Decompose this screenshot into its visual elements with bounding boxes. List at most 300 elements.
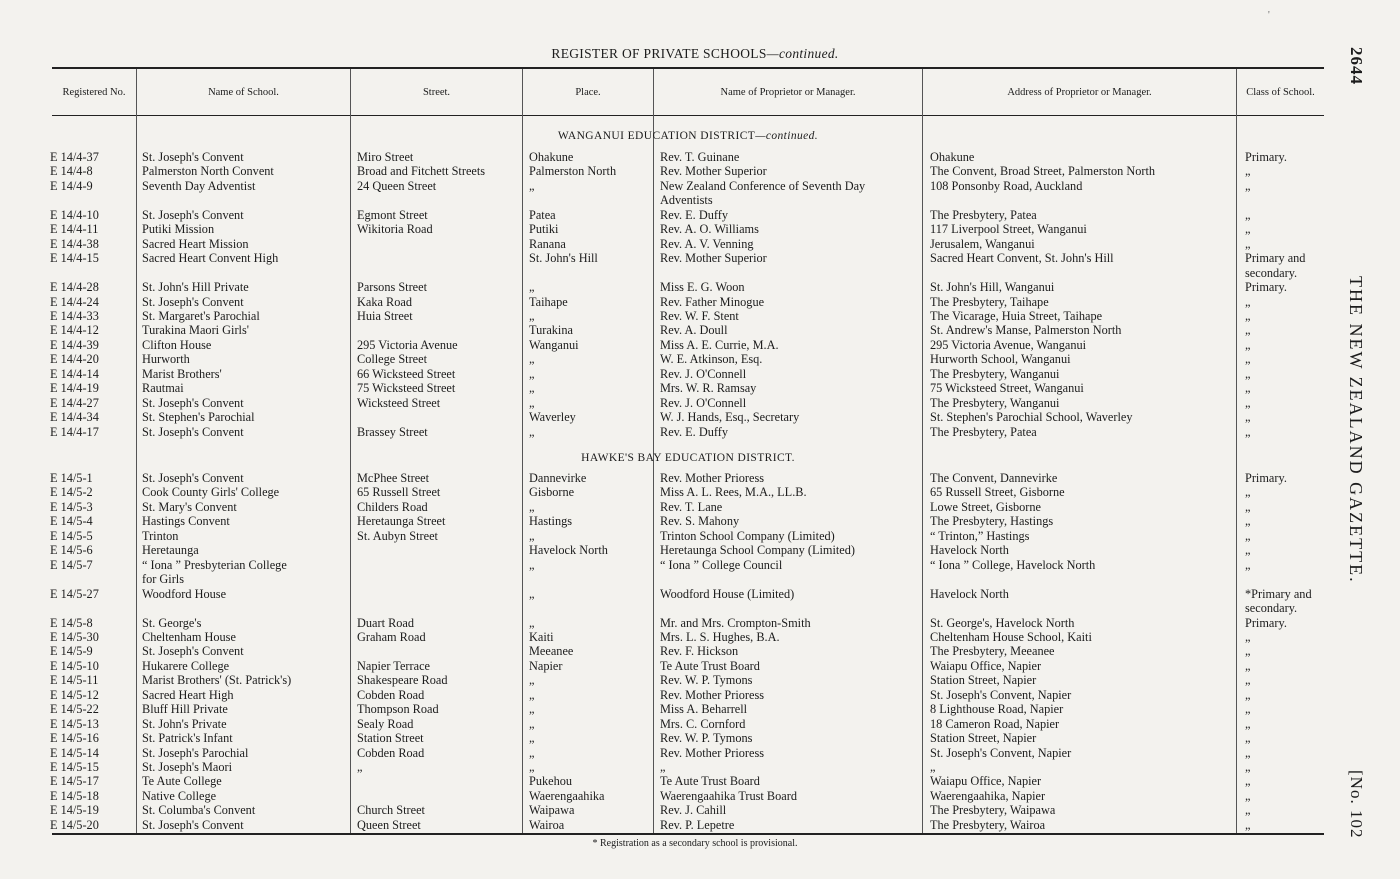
school-name-cell: Clifton House [142,337,212,352]
school-name-cell: Marist Brothers' (St. Patrick's) [142,673,292,688]
table-row [0,558,1330,572]
school-name-cell: Putiki Mission [142,222,215,237]
street-cell: Church Street [357,803,425,818]
table-row [0,673,1330,687]
registered-no-cell: E 14/5-9 [50,644,93,659]
school-name-cell: Turakina Maori Girls' [142,323,249,338]
registered-no-cell: E 14/4-17 [50,424,99,439]
registered-no-cell: E 14/4-34 [50,410,99,425]
registered-no-cell: E 14/5-4 [50,514,93,529]
registered-no-cell: E 14/4-9 [50,178,93,193]
class-cell: secondary. [1245,265,1298,280]
proprietor-cell: Mr. and Mrs. Crompton-Smith [660,615,811,630]
class-cell: „ [1245,236,1251,251]
place-cell: „ [529,366,535,381]
district-name: WANGANUI EDUCATION DISTRICT [557,130,756,142]
school-name-cell: “ Iona ” Presbyterian College [142,557,287,572]
table-row [0,338,1330,352]
place-cell: „ [529,615,535,630]
address-cell: Waerengaahika, Napier [930,788,1046,803]
class-cell: „ [1245,644,1251,659]
table-row [0,251,1330,265]
class-cell: „ [1245,381,1251,396]
place-cell: „ [529,528,535,543]
place-cell: Dannevirke [529,471,587,485]
school-name-cell: St. Joseph's Convent [142,817,244,832]
proprietor-cell: Rev. E. Duffy [660,207,728,222]
school-name-cell: St. Joseph's Convent [142,644,244,659]
school-name-cell: Sacred Heart Mission [142,236,249,251]
registered-no-cell: E 14/5-11 [50,673,99,688]
address-cell: Cheltenham House School, Kaiti [930,629,1092,644]
street-cell: Station Street [357,731,424,746]
registered-no-cell: E 14/4-10 [50,207,99,222]
registered-no-cell: E 14/5-10 [50,658,99,673]
address-cell: Station Street, Napier [930,673,1037,688]
registered-no-cell: E 14/5-18 [50,788,99,803]
registered-no-cell: E 14/5-16 [50,731,99,746]
class-cell: „ [1245,323,1251,338]
proprietor-cell: Miss A. E. Currie, M.A. [660,337,779,352]
school-name-cell: for Girls [142,572,185,587]
class-cell: „ [1245,485,1251,500]
proprietor-cell: Mrs. L. S. Hughes, B.A. [660,629,780,644]
street-cell: Wicksteed Street [357,395,441,410]
place-cell: „ [529,760,535,774]
registered-no-cell: E 14/5-19 [50,803,99,818]
table-row [0,789,1330,803]
page-title [0,46,1390,62]
header-street: Street. [422,86,451,98]
proprietor-cell: “ Iona ” College Council [660,557,783,572]
place-cell: „ [529,381,535,396]
proprietor-cell: Rev. Father Minogue [660,294,765,309]
place-cell: Putiki [529,222,559,237]
class-cell: Primary. [1245,150,1287,164]
place-cell: „ [529,424,535,439]
place-cell: Havelock North [529,543,608,558]
street-cell: McPhee Street [357,471,430,485]
registered-no-cell: E 14/5-17 [50,774,99,789]
table-row [0,774,1330,788]
place-cell: „ [529,557,535,572]
proprietor-cell: New Zealand Conference of Seventh Day [660,178,866,193]
street-cell: 65 Russell Street [357,485,441,500]
address-cell: The Presbytery, Taihape [930,294,1049,309]
class-cell: „ [1245,673,1251,688]
table-row [0,410,1330,424]
registered-no-cell: E 14/5-1 [50,471,93,485]
street-cell: Cobden Road [357,745,425,760]
address-cell: St. Stephen's Parochial School, Waverley [930,410,1133,425]
class-cell: „ [1245,395,1251,410]
street-cell: 24 Queen Street [357,178,437,193]
class-cell: „ [1245,702,1251,717]
proprietor-cell: Rev. E. Duffy [660,424,728,439]
place-cell: Pukehou [529,774,573,789]
table-row [0,280,1330,294]
table-row [0,760,1330,774]
side-issue-number: [No. 102 [1347,770,1366,839]
street-cell: Cobden Road [357,687,425,702]
table-row [0,164,1330,178]
street-cell: Graham Road [357,629,426,644]
class-cell: „ [1245,557,1251,572]
table-row [0,295,1330,309]
class-cell: „ [1245,366,1251,381]
header-class: Class of School. [1246,86,1315,98]
class-cell: „ [1245,294,1251,309]
street-cell: 295 Victoria Avenue [357,337,458,352]
street-cell: 66 Wicksteed Street [357,366,456,381]
proprietor-cell: Heretaunga School Company (Limited) [660,543,855,558]
place-cell: „ [529,352,535,367]
address-cell: „ [930,760,936,774]
address-cell: Waiapu Office, Napier [930,774,1042,789]
registered-no-cell: E 14/5-14 [50,745,99,760]
street-cell: Queen Street [357,817,421,832]
address-cell: “ Iona ” College, Havelock North [930,557,1096,572]
proprietor-cell: Rev. T. Guinane [660,150,740,164]
school-name-cell: St. Joseph's Convent [142,395,244,410]
address-cell: 65 Russell Street, Gisborne [930,485,1065,500]
street-cell: Shakespeare Road [357,673,448,688]
proprietor-cell: Rev. W. P. Tymons [660,673,753,688]
table-row [0,485,1330,499]
school-name-cell: Cook County Girls' College [142,485,280,500]
address-cell: “ Trinton,” Hastings [930,528,1030,543]
table-row [0,818,1330,832]
registered-no-cell: E 14/4-27 [50,395,99,410]
table-row [0,572,1330,586]
registered-no-cell: E 14/4-37 [50,150,99,164]
place-cell: Hastings [529,514,573,529]
table-row [0,688,1330,702]
address-cell: 117 Liverpool Street, Wanganui [930,222,1087,237]
registered-no-cell: E 14/5-22 [50,702,99,717]
place-cell: „ [529,702,535,717]
registered-no-cell: E 14/5-27 [50,586,99,601]
proprietor-cell: Rev. S. Mahony [660,514,740,529]
address-cell: St. Andrew's Manse, Palmerston North [930,323,1122,338]
address-cell: The Presbytery, Hastings [930,514,1054,529]
school-name-cell: Native College [142,788,217,803]
school-name-cell: Hastings Convent [142,514,230,529]
class-cell: „ [1245,308,1251,323]
registered-no-cell: E 14/5-8 [50,615,93,630]
header-school-name: Name of School. [208,86,279,98]
class-cell: „ [1245,817,1251,832]
place-cell: Taihape [529,294,568,309]
proprietor-cell: Miss E. G. Woon [660,280,745,295]
table-row [0,266,1330,280]
school-name-cell: Trinton [142,528,179,543]
registered-no-cell: E 14/4-24 [50,294,99,309]
proprietor-cell: Rev. J. O'Connell [660,366,747,381]
proprietor-cell: Rev. T. Lane [660,499,723,514]
header-address: Address of Proprietor or Manager. [1007,86,1152,98]
table-row [0,425,1330,439]
school-name-cell: Marist Brothers' [142,366,222,381]
address-cell: The Presbytery, Patea [930,207,1037,222]
street-cell: Sealy Road [357,716,414,731]
place-cell: „ [529,673,535,688]
place-cell: „ [529,499,535,514]
address-cell: Ohakune [930,150,975,164]
table-row [0,208,1330,222]
table-row [0,193,1330,207]
address-cell: Havelock North [930,543,1009,558]
district-heading-hawkes-bay [52,452,1324,464]
registered-no-cell: E 14/5-12 [50,687,99,702]
street-cell: Parsons Street [357,280,428,295]
class-cell: „ [1245,803,1251,818]
proprietor-cell: Rev. Mother Prioress [660,687,765,702]
class-cell: „ [1245,528,1251,543]
class-cell: „ [1245,629,1251,644]
class-cell: Primary and [1245,251,1306,266]
address-cell: Waiapu Office, Napier [930,658,1042,673]
registered-no-cell: E 14/4-15 [50,251,99,266]
proprietor-cell: W. E. Atkinson, Esq. [660,352,763,367]
street-cell: Kaka Road [357,294,412,309]
corner-mark: ' [1268,10,1270,21]
proprietor-cell: W. J. Hands, Esq., Secretary [660,410,800,425]
proprietor-cell: Te Aute Trust Board [660,658,760,673]
school-name-cell: St. Patrick's Infant [142,731,233,746]
address-cell: Hurworth School, Wanganui [930,352,1071,367]
table-row [0,630,1330,644]
table-row [0,323,1330,337]
class-cell: „ [1245,207,1251,222]
proprietor-cell: Rev. Mother Superior [660,164,767,179]
address-cell: Sacred Heart Convent, St. John's Hill [930,251,1114,266]
place-cell: „ [529,716,535,731]
proprietor-cell: Rev. A. V. Venning [660,236,754,251]
side-page-number: 2644 [1347,47,1366,85]
place-cell: Waerengaahika [529,788,605,803]
address-cell: The Vicarage, Huia Street, Taihape [930,308,1103,323]
proprietor-cell: Trinton School Company (Limited) [660,528,835,543]
school-name-cell: St. Joseph's Maori [142,760,233,774]
place-cell: Napier [529,658,563,673]
class-cell: „ [1245,745,1251,760]
table-row [0,500,1330,514]
address-cell: The Convent, Broad Street, Palmerston North [930,164,1156,179]
school-name-cell: St. Stephen's Parochial [142,410,255,425]
table-row [0,616,1330,630]
registered-no-cell: E 14/5-2 [50,485,93,500]
address-cell: 8 Lighthouse Road, Napier [930,702,1064,717]
address-cell: Lowe Street, Gisborne [930,499,1041,514]
header-proprietor: Name of Proprietor or Manager. [720,86,856,98]
place-cell: „ [529,178,535,193]
street-cell: Duart Road [357,615,415,630]
school-name-cell: Seventh Day Adventist [142,178,256,193]
address-cell: St. George's, Havelock North [930,615,1075,630]
place-cell: Ranana [529,236,566,251]
street-cell: Napier Terrace [357,658,430,673]
registered-no-cell: E 14/5-3 [50,499,93,514]
registered-no-cell: E 14/5-15 [50,760,99,774]
table-row [0,543,1330,557]
place-cell: „ [529,745,535,760]
street-cell: Wikitoria Road [357,222,433,237]
school-name-cell: Cheltenham House [142,629,236,644]
place-cell: Wairoa [529,817,565,832]
table-row [0,746,1330,760]
class-cell: Primary. [1245,280,1287,295]
school-name-cell: St. John's Private [142,716,227,731]
table-row [0,222,1330,236]
class-cell: „ [1245,410,1251,425]
district-heading-wanganui [52,130,1324,142]
class-cell: „ [1245,658,1251,673]
address-cell: The Presbytery, Wairoa [930,817,1046,832]
street-cell: Huia Street [357,308,413,323]
district-continued: —continued. [755,130,819,142]
street-cell: 75 Wicksteed Street [357,381,456,396]
district-name: HAWKE'S BAY EDUCATION DISTRICT. [581,452,795,464]
address-cell: 108 Ponsonby Road, Auckland [930,178,1083,193]
street-cell: Thompson Road [357,702,439,717]
school-name-cell: St. Joseph's Parochial [142,745,249,760]
class-cell: „ [1245,543,1251,558]
school-name-cell: Woodford House [142,586,227,601]
school-name-cell: Palmerston North Convent [142,164,274,179]
table-row [0,587,1330,601]
side-gazette-title: THE NEW ZEALAND GAZETTE. [1346,276,1366,584]
proprietor-cell: Miss A. L. Rees, M.A., LL.B. [660,485,807,500]
proprietor-cell: Rev. W. P. Tymons [660,731,753,746]
table-row [0,471,1330,485]
street-cell: College Street [357,352,428,367]
street-cell: Miro Street [357,150,414,164]
place-cell: Kaiti [529,629,554,644]
table-row [0,514,1330,528]
table-row [0,601,1330,615]
class-cell: „ [1245,424,1251,439]
school-name-cell: Heretaunga [142,543,199,558]
street-cell: Heretaunga Street [357,514,446,529]
place-cell: „ [529,731,535,746]
table-row [0,179,1330,193]
registered-no-cell: E 14/4-14 [50,366,99,381]
class-cell: „ [1245,222,1251,237]
street-cell: St. Aubyn Street [357,528,438,543]
class-cell: „ [1245,774,1251,789]
class-cell: *Primary and [1245,586,1312,601]
table-row [0,702,1330,716]
address-cell: The Presbytery, Patea [930,424,1037,439]
table-row [0,237,1330,251]
page-title-text: REGISTER OF PRIVATE SCHOOLS [551,46,767,61]
address-cell: Station Street, Napier [930,731,1037,746]
table-row [0,381,1330,395]
school-name-cell: Bluff Hill Private [142,702,228,717]
registered-no-cell: E 14/4-19 [50,381,99,396]
proprietor-cell: Rev. W. F. Stent [660,308,739,323]
registered-no-cell: E 14/4-11 [50,222,99,237]
proprietor-cell: Rev. Mother Superior [660,251,767,266]
class-cell: „ [1245,788,1251,803]
place-cell: Patea [529,207,556,222]
street-cell: Egmont Street [357,207,428,222]
street-cell: „ [357,760,363,774]
address-cell: St. Joseph's Convent, Napier [930,687,1072,702]
school-name-cell: Te Aute College [142,774,222,789]
proprietor-cell: Woodford House (Limited) [660,586,795,601]
registered-no-cell: E 14/5-6 [50,543,93,558]
registered-no-cell: E 14/5-7 [50,557,93,572]
registered-no-cell: E 14/4-28 [50,280,99,295]
place-cell: „ [529,395,535,410]
table-row [0,309,1330,323]
proprietor-cell: Rev. A. O. Williams [660,222,759,237]
registered-no-cell: E 14/4-33 [50,308,99,323]
place-cell: Ohakune [529,150,574,164]
registered-no-cell: E 14/4-20 [50,352,99,367]
class-cell: „ [1245,352,1251,367]
place-cell: Meeanee [529,644,574,659]
place-cell: Wanganui [529,337,579,352]
address-cell: 75 Wicksteed Street, Wanganui [930,381,1084,396]
header-registered-no: Registered No. [62,86,126,98]
header-rule [52,115,1324,116]
place-cell: St. John's Hill [529,251,598,266]
school-name-cell: Rautmai [142,381,184,396]
footnote: * Registration as a secondary school is provisional. [592,838,798,849]
proprietor-cell: Mrs. C. Cornford [660,716,746,731]
proprietor-cell: Te Aute Trust Board [660,774,760,789]
class-cell: „ [1245,760,1251,774]
proprietor-cell: Rev. A. Doull [660,323,728,338]
proprietor-cell: Miss A. Beharrell [660,702,748,717]
proprietor-cell: Rev. J. Cahill [660,803,727,818]
address-cell: St. John's Hill, Wanganui [930,280,1055,295]
proprietor-cell: Rev. J. O'Connell [660,395,747,410]
address-cell: Havelock North [930,586,1009,601]
table-row [0,352,1330,366]
page-title-continued: —continued. [766,46,839,61]
table-row [0,659,1330,673]
class-cell: „ [1245,514,1251,529]
table-row [0,529,1330,543]
table-row [0,717,1330,731]
school-name-cell: Sacred Heart Convent High [142,251,279,266]
school-name-cell: St. Joseph's Convent [142,471,244,485]
class-cell: „ [1245,164,1251,179]
address-cell: Jerusalem, Wanganui [930,236,1035,251]
place-cell: Waipawa [529,803,575,818]
street-cell: Childers Road [357,499,428,514]
address-cell: The Convent, Dannevirke [930,471,1058,485]
registered-no-cell: E 14/5-30 [50,629,99,644]
table-row [0,644,1330,658]
street-cell: Broad and Fitchett Streets [357,164,486,179]
place-cell: „ [529,586,535,601]
school-name-cell: Sacred Heart High [142,687,234,702]
class-cell: Primary. [1245,471,1287,485]
address-cell: The Presbytery, Meeanee [930,644,1055,659]
bottom-rule [52,833,1324,835]
registered-no-cell: E 14/4-38 [50,236,99,251]
address-cell: The Presbytery, Wanganui [930,366,1060,381]
proprietor-cell: Adventists [660,193,713,208]
header-place: Place. [575,86,601,98]
class-cell: „ [1245,731,1251,746]
class-cell: Primary. [1245,615,1287,630]
